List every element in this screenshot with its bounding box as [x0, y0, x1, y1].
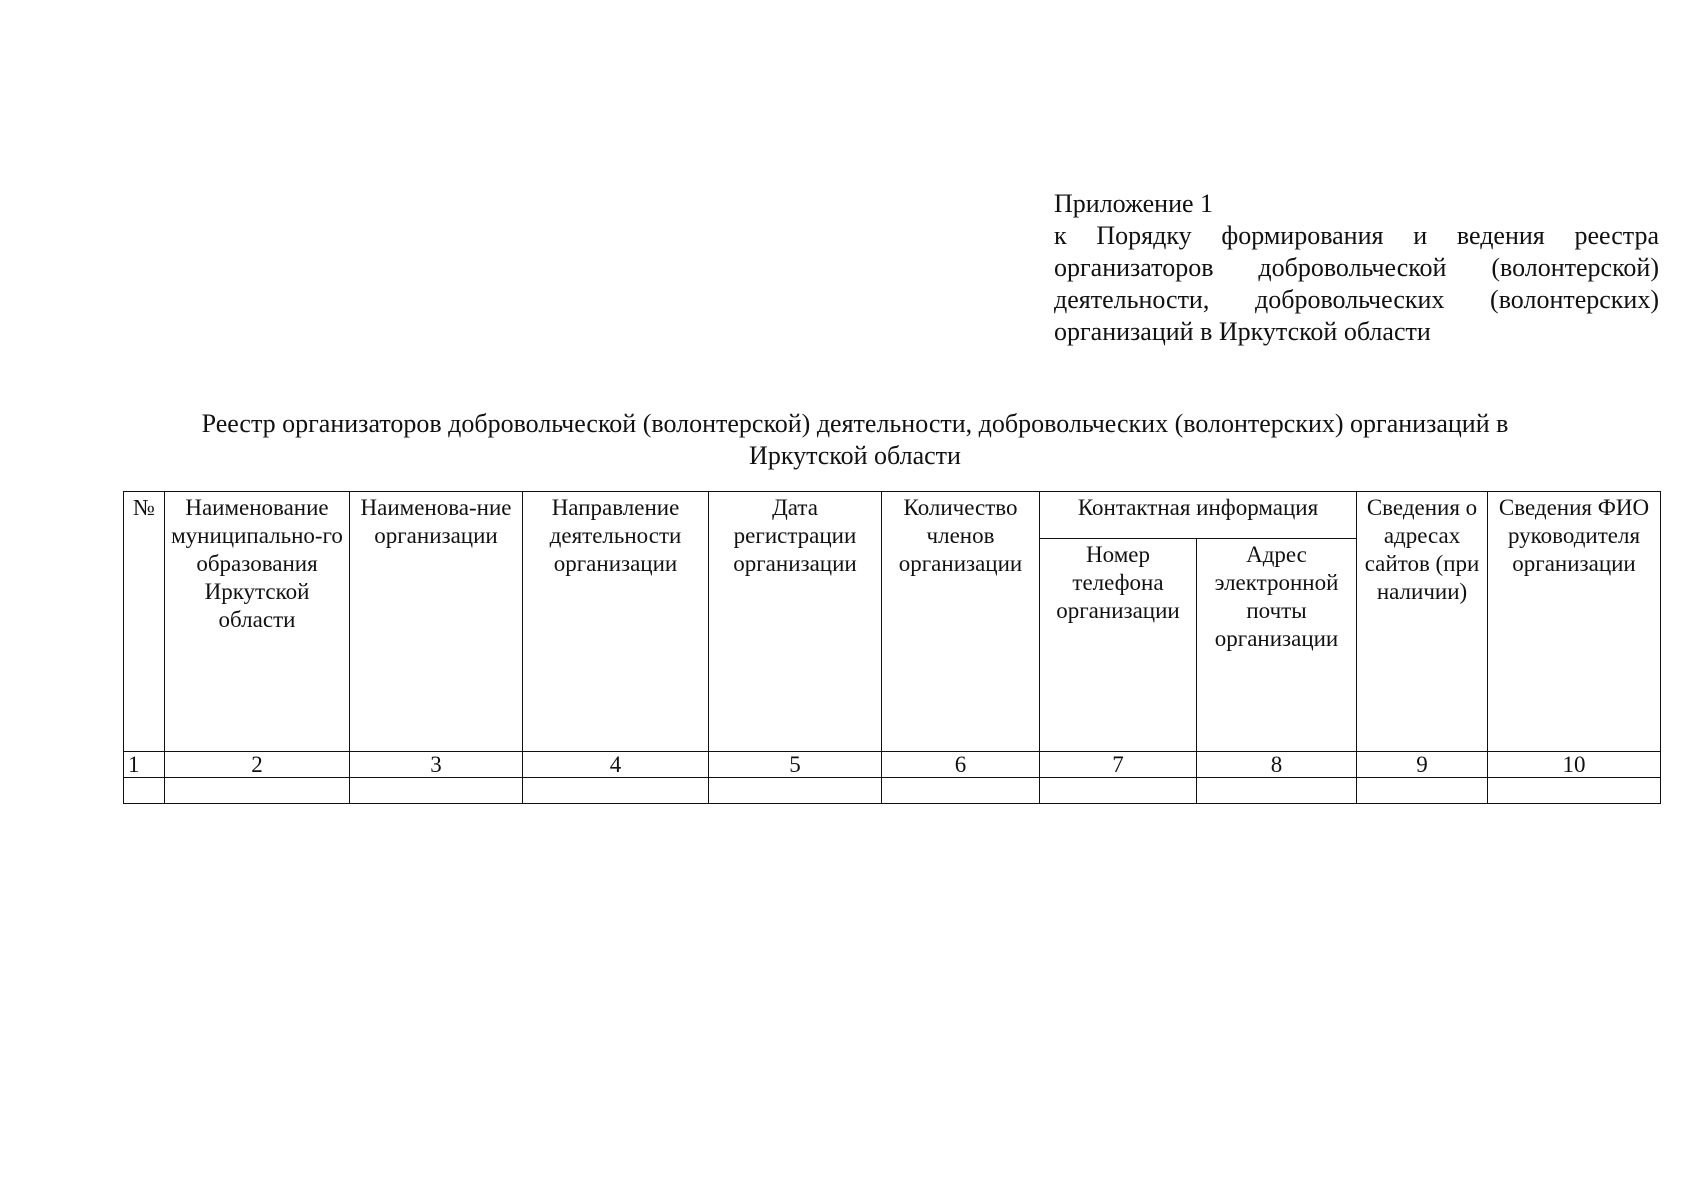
- column-number: 4: [523, 752, 709, 778]
- header-phone: Номер телефона организации: [1040, 539, 1197, 752]
- header-reg-date: Дата регистрации организации: [709, 492, 882, 752]
- header-direction: Направление деятельности организации: [523, 492, 709, 752]
- empty-data-row: [124, 778, 1661, 804]
- empty-cell: [1357, 778, 1488, 804]
- column-number: 7: [1040, 752, 1197, 778]
- empty-cell: [165, 778, 350, 804]
- column-number: 1: [124, 752, 165, 778]
- header-number: №: [124, 492, 165, 752]
- empty-cell: [350, 778, 523, 804]
- empty-cell: [709, 778, 882, 804]
- column-number: 9: [1357, 752, 1488, 778]
- annex-subtitle: к Порядку формирования и ведения реестра организаторов добровольческой (волонтерской) деятельности, добровольческих (волонтерских) организаций в Иркутской области: [1054, 221, 1659, 346]
- header-websites: Сведения о адресах сайтов (при наличии): [1357, 492, 1488, 752]
- column-number: 8: [1197, 752, 1357, 778]
- column-number: 3: [350, 752, 523, 778]
- column-number: 5: [709, 752, 882, 778]
- empty-cell: [1197, 778, 1357, 804]
- column-number: 6: [882, 752, 1040, 778]
- document-title: [120, 408, 1590, 472]
- registry-table: [123, 491, 1661, 804]
- annex-block: [1054, 188, 1659, 348]
- header-contact-info: Контактная информация: [1040, 492, 1357, 539]
- annex-title: Приложение 1: [1054, 189, 1214, 218]
- header-email: Адрес электронной почты организации: [1197, 539, 1357, 752]
- empty-cell: [1040, 778, 1197, 804]
- document-title-line-1: Реестр организаторов добровольческой (волонтерской) деятельности, добровольческих (волонтерских) организаций в: [201, 409, 1509, 438]
- header-head-name: Сведения ФИО руководителя организации: [1488, 492, 1661, 752]
- empty-cell: [523, 778, 709, 804]
- empty-cell: [882, 778, 1040, 804]
- header-org-name: Наименова-ние организации: [350, 492, 523, 752]
- document-title-line-2: Иркутской области: [749, 441, 961, 470]
- header-members: Количество членов организации: [882, 492, 1040, 752]
- header-municipality: Наименование муниципально-го образования Иркутской области: [165, 492, 350, 752]
- column-number: 2: [165, 752, 350, 778]
- column-number-row: [124, 752, 1661, 778]
- empty-cell: [1488, 778, 1661, 804]
- column-number: 10: [1488, 752, 1661, 778]
- empty-cell: [124, 778, 165, 804]
